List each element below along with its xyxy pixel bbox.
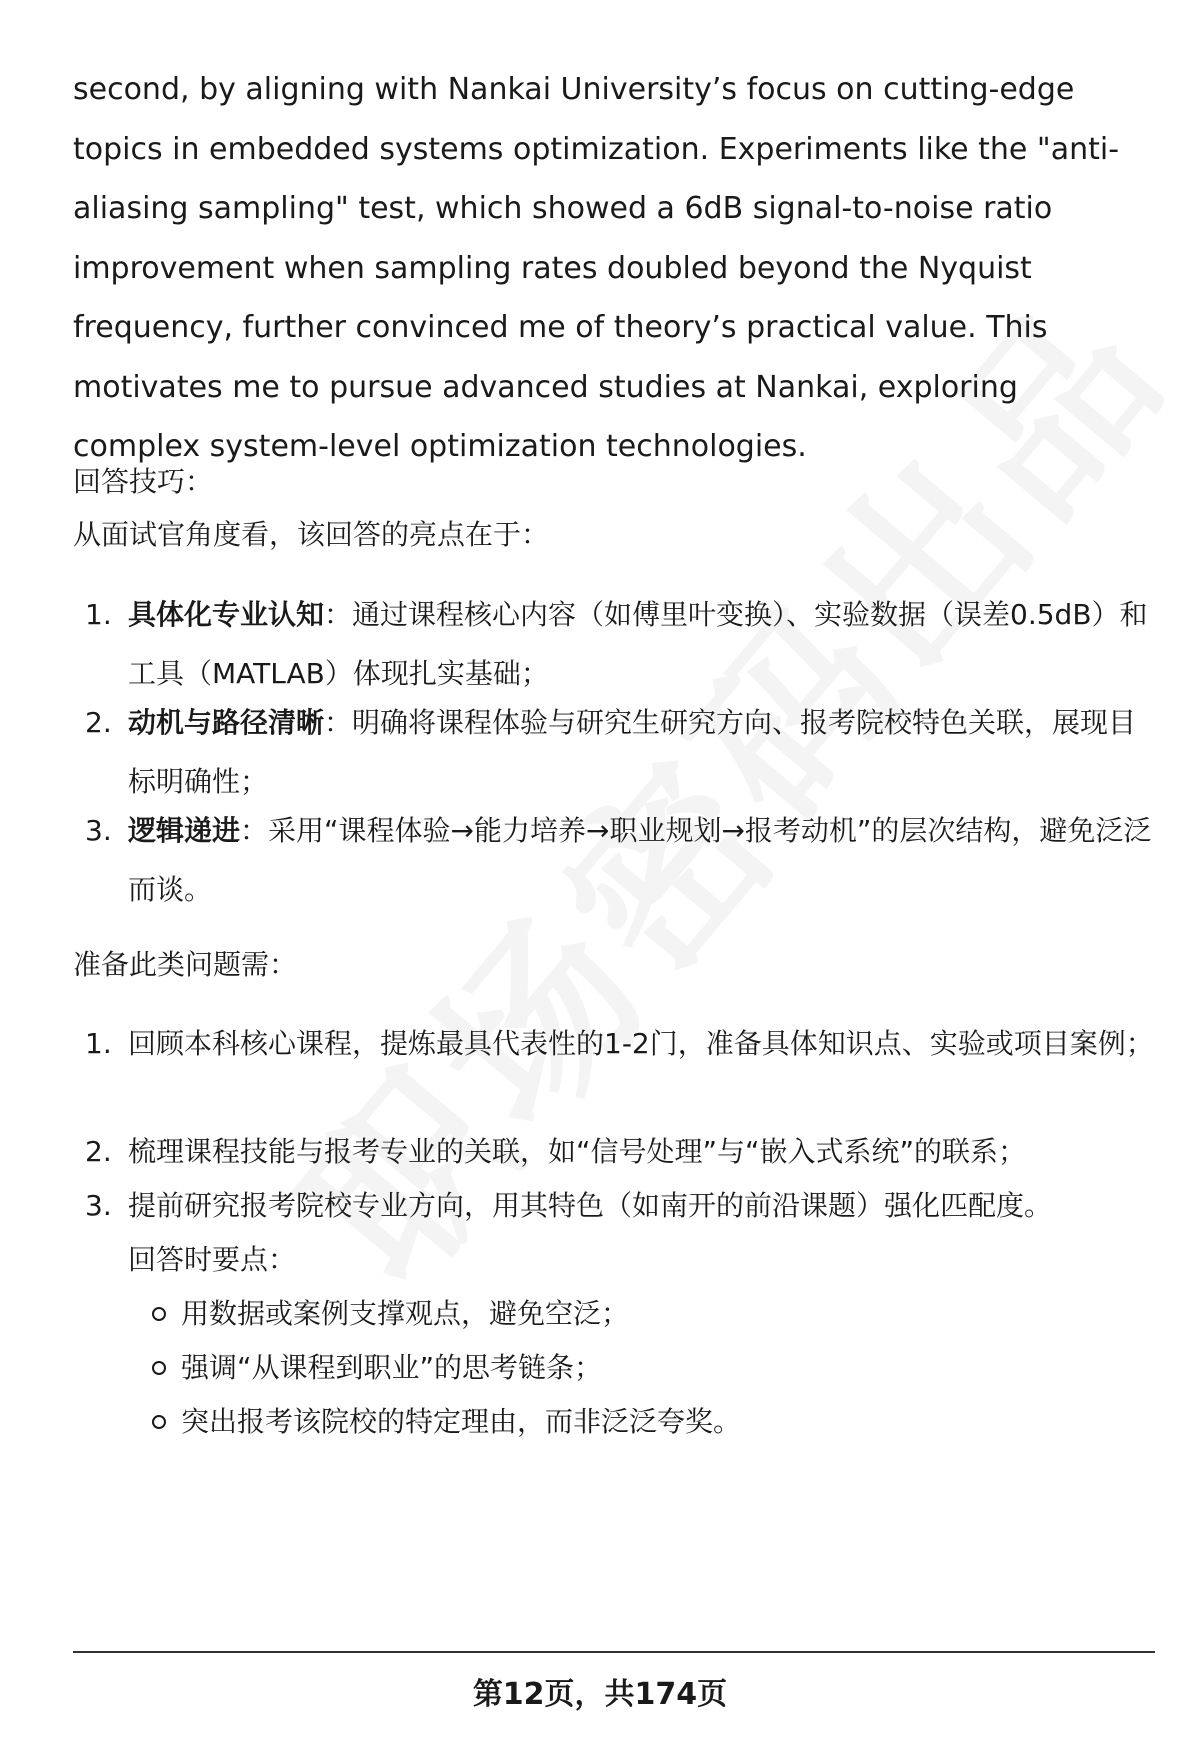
highlight-term: 逻辑递进 (128, 814, 241, 847)
list-item (73, 1122, 1158, 1181)
list-item-text: ：采用“课程体验→能力培养→职业规划→报考动机”的层次结构，避免泛泛而谈。 (128, 814, 1152, 906)
bullet-text: 用数据或案例支撑观点，避免空泛； (181, 1297, 630, 1330)
list-item-text: ：通过课程核心内容（如傅里叶变换）、实验数据（误差0.5dB）和工具（MATLAB）体现扎实基础； (128, 598, 1148, 690)
highlight-term: 动机与路径清晰 (128, 706, 325, 739)
list-item-text: ：明确将课程体验与研究生研究方向、报考院校特色关联，展现目标明确性； (128, 706, 1137, 798)
list-item (73, 801, 1158, 919)
intro-paragraph: second, by aligning with Nankai University’s focus on cutting-edge topics in embedded systems optimization. Experiments like the "anti-aliasing sampling" test, which showed a 6dB signal-to-noise ratio improvement when sampling rates doubled beyond the Nyquist frequency, further convinced me of theory’s practical value. This motivates me to pursue advanced studies at Nankai, exploring complex system-level optimization technologies. (73, 72, 1120, 464)
circle-bullet-icon (152, 1361, 166, 1375)
circle-bullet-icon (152, 1415, 166, 1429)
page-number: 第12页，共174页 (472, 1677, 728, 1712)
list-number: 2. (85, 706, 112, 739)
list-number: 1. (85, 1027, 112, 1060)
list-number: 1. (85, 598, 112, 631)
preparation-heading: 准备此类问题需： (73, 948, 298, 981)
list-number: 3. (85, 814, 112, 847)
list-item-text: 梳理课程技能与报考专业的关联，如“信号处理”与“嵌入式系统”的联系； (128, 1135, 1027, 1168)
bullet-item (152, 1284, 629, 1343)
list-number: 2. (85, 1135, 112, 1168)
highlight-term: 具体化专业认知 (128, 598, 325, 631)
list-item (73, 1176, 1158, 1235)
bullet-item (152, 1392, 741, 1451)
list-item-text: 回顾本科核心课程，提炼最具代表性的1-2门，准备具体知识点、实验或项目案例； (128, 1027, 1154, 1060)
footer-divider (73, 1651, 1155, 1653)
circle-bullet-icon (152, 1307, 166, 1321)
bullet-item (152, 1338, 602, 1397)
key-points-heading: 回答时要点： (128, 1243, 297, 1276)
bullet-text: 突出报考该院校的特定理由，而非泛泛夸奖。 (181, 1405, 742, 1438)
answer-tips-subheading: 从面试官角度看，该回答的亮点在于： (73, 518, 550, 551)
bullet-text: 强调“从课程到职业”的思考链条； (181, 1351, 603, 1384)
list-item (73, 693, 1158, 811)
list-item-text: 提前研究报考院校专业方向，用其特色（如南开的前沿课题）强化匹配度。 (128, 1189, 1053, 1222)
list-item (73, 1014, 1158, 1073)
answer-tips-heading: 回答技巧： (73, 465, 214, 498)
list-item (73, 585, 1158, 703)
list-number: 3. (85, 1189, 112, 1222)
